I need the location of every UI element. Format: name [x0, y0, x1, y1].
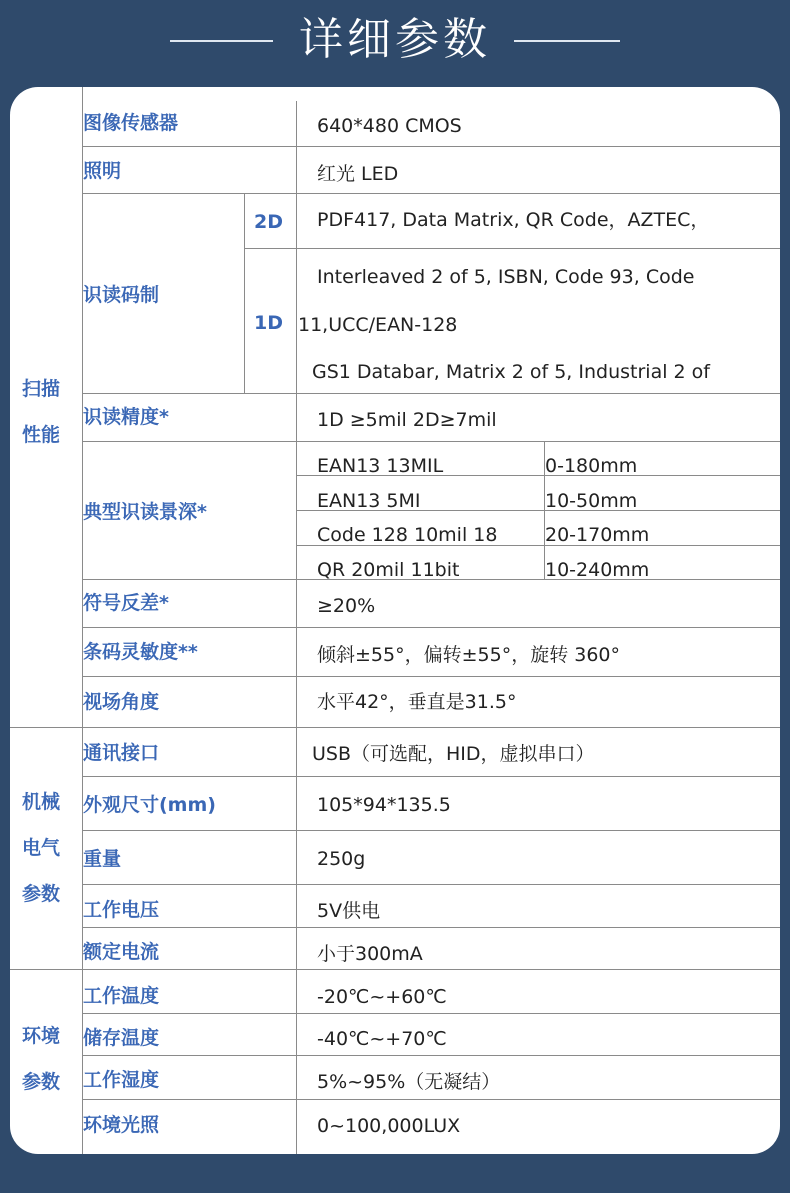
- row-divider: [82, 927, 780, 928]
- spec-table: [10, 87, 780, 1154]
- value-2d-codes: PDF417, Data Matrix, QR Code，AZTEC，: [317, 209, 710, 231]
- row-divider: [82, 676, 780, 677]
- label-humidity: 工作湿度: [83, 1069, 160, 1091]
- category-text: 扫描: [21, 378, 60, 400]
- section-divider: [10, 727, 780, 728]
- row-divider: [82, 884, 780, 885]
- label-2d: 2D: [254, 211, 283, 233]
- label-symbology: 识读码制: [83, 284, 160, 306]
- row-divider: [82, 441, 780, 442]
- row-divider: [82, 830, 780, 831]
- label-precision: 识读精度*: [83, 406, 169, 428]
- value-ambient-light: 0~100,000LUX: [317, 1115, 461, 1137]
- label-field-of-view: 视场角度: [83, 691, 160, 713]
- depth-range: 0-180mm: [545, 455, 638, 477]
- value-humidity: 5%~95%（无凝结）: [317, 1071, 501, 1093]
- label-storage-temperature: 储存温度: [83, 1027, 160, 1049]
- row-divider: [82, 776, 780, 777]
- row-divider: [244, 248, 780, 249]
- value-precision: 1D ≥5mil 2D≥7mil: [317, 409, 497, 431]
- value-storage-temperature: -40℃~+70℃: [317, 1028, 447, 1050]
- section-divider: [10, 969, 780, 970]
- row-divider: [82, 1099, 780, 1100]
- value-voltage: 5V供电: [317, 900, 381, 922]
- row-divider: [82, 393, 780, 394]
- depth-code: EAN13 5MI: [317, 490, 421, 512]
- row-divider: [82, 627, 780, 628]
- label-ambient-light: 环境光照: [83, 1114, 160, 1136]
- label-interface: 通讯接口: [83, 742, 160, 764]
- divider-subtype: [244, 193, 245, 393]
- depth-range: 20-170mm: [545, 524, 650, 546]
- value-1d-codes-line2: 11,UCC/EAN-128: [298, 314, 458, 336]
- row-divider: [82, 1055, 780, 1056]
- value-contrast: ≥20%: [317, 595, 376, 617]
- label-image-sensor: 图像传感器: [83, 112, 179, 134]
- depth-range: 10-240mm: [545, 559, 650, 581]
- label-dimensions: 外观尺寸(mm): [83, 794, 216, 816]
- label-voltage: 工作电压: [83, 899, 160, 921]
- value-image-sensor: 640*480 CMOS: [317, 115, 462, 137]
- category-environment: 环境 参数: [21, 1025, 60, 1093]
- label-depth-of-field: 典型识读景深*: [83, 501, 207, 523]
- depth-code: QR 20mil 11bit: [317, 559, 460, 581]
- value-sensitivity: 倾斜±55°，偏转±55°，旋转 360°: [317, 644, 620, 666]
- label-operating-temperature: 工作温度: [83, 985, 160, 1007]
- depth-code: EAN13 13MIL: [317, 455, 444, 477]
- label-contrast: 符号反差*: [83, 592, 169, 614]
- value-interface: USB（可选配，HID，虚拟串口）: [312, 743, 595, 765]
- row-divider: [82, 193, 780, 194]
- depth-code: Code 128 10mil 18: [317, 524, 498, 546]
- value-operating-temperature: -20℃~+60℃: [317, 986, 447, 1008]
- value-weight: 250g: [317, 848, 366, 870]
- value-1d-codes-line1: Interleaved 2 of 5, ISBN, Code 93, Code: [317, 266, 695, 288]
- label-illumination: 照明: [83, 160, 122, 182]
- row-divider: [82, 146, 780, 147]
- value-field-of-view: 水平42°，垂直是31.5°: [317, 691, 517, 713]
- category-mechanical-electrical: 机械 电气 参数: [21, 791, 60, 905]
- value-dimensions: 105*94*135.5: [317, 794, 451, 816]
- header-left-rule: [170, 40, 273, 42]
- category-scan-performance: 扫描 性能: [10, 366, 72, 458]
- label-current: 额定电流: [83, 941, 160, 963]
- depth-range: 10-50mm: [545, 490, 638, 512]
- header-right-rule: [514, 40, 620, 42]
- value-1d-codes-line3: GS1 Databar, Matrix 2 of 5, Industrial 2 of: [312, 361, 710, 383]
- row-divider: [82, 1013, 780, 1014]
- label-1d: 1D: [254, 312, 283, 334]
- page-header: [0, 0, 790, 86]
- value-illumination: 红光 LED: [317, 163, 399, 185]
- label-sensitivity: 条码灵敏度**: [83, 641, 198, 663]
- value-current: 小于300mA: [317, 943, 423, 965]
- label-weight: 重量: [83, 848, 122, 870]
- page-title: 详细参数: [299, 14, 491, 65]
